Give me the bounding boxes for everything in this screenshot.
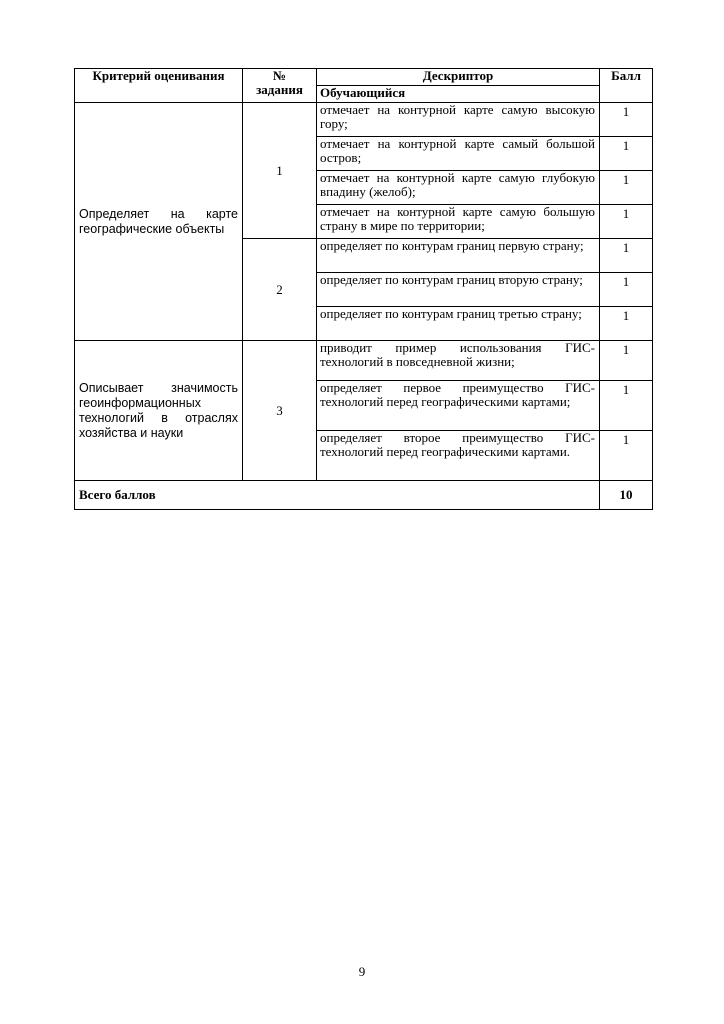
total-score: 10 bbox=[600, 481, 653, 510]
score-cell: 1 bbox=[600, 205, 653, 239]
assessment-rubric-table bbox=[74, 68, 653, 510]
header-task-number bbox=[243, 69, 317, 103]
header-criterion: Критерий оценивания bbox=[75, 69, 243, 103]
descriptor-cell: отмечает на контурной карте самую глубокую впадину (желоб); bbox=[317, 171, 600, 205]
descriptor-cell: определяет по контурам границ первую страну; bbox=[317, 239, 600, 273]
score-cell: 1 bbox=[600, 171, 653, 205]
header-descriptor: Дескриптор bbox=[317, 69, 600, 86]
total-label: Всего баллов bbox=[75, 481, 600, 510]
table-row bbox=[75, 341, 653, 381]
score-cell: 1 bbox=[600, 137, 653, 171]
score-cell: 1 bbox=[600, 103, 653, 137]
descriptor-cell: отмечает на контурной карте самую высокую гору; bbox=[317, 103, 600, 137]
descriptor-cell: определяет первое преимущество ГИС-технологий перед географическими картами; bbox=[317, 381, 600, 431]
descriptor-cell: определяет второе преимущество ГИС-технологий перед географическими картами. bbox=[317, 431, 600, 481]
criterion-cell: Определяет на карте географические объекты bbox=[75, 103, 243, 341]
descriptor-cell: определяет по контурам границ вторую страну; bbox=[317, 273, 600, 307]
descriptor-cell: приводит пример использования ГИС-технологий в повседневной жизни; bbox=[317, 341, 600, 381]
header-descriptor-sub: Обучающийся bbox=[317, 86, 600, 103]
header-row bbox=[75, 69, 653, 86]
score-cell: 1 bbox=[600, 273, 653, 307]
score-cell: 1 bbox=[600, 307, 653, 341]
descriptor-cell: определяет по контурам границ третью страну; bbox=[317, 307, 600, 341]
descriptor-cell: отмечает на контурной карте самую большую страну в мире по территории; bbox=[317, 205, 600, 239]
score-cell: 1 bbox=[600, 431, 653, 481]
task-number-cell: 3 bbox=[243, 341, 317, 481]
header-task-number-line1: № bbox=[272, 68, 287, 83]
table-row bbox=[75, 103, 653, 137]
task-number-cell: 1 bbox=[243, 103, 317, 239]
total-row bbox=[75, 481, 653, 510]
score-cell: 1 bbox=[600, 341, 653, 381]
criterion-cell: Описывает значимость геоинформационных технологий в отраслях хозяйства и науки bbox=[75, 341, 243, 481]
task-number-cell: 2 bbox=[243, 239, 317, 341]
header-score: Балл bbox=[600, 69, 653, 103]
descriptor-cell: отмечает на контурной карте самый большой остров; bbox=[317, 137, 600, 171]
score-cell: 1 bbox=[600, 239, 653, 273]
header-task-number-line2: задания bbox=[256, 82, 303, 97]
page-number: 9 bbox=[358, 964, 366, 979]
score-cell: 1 bbox=[600, 381, 653, 431]
